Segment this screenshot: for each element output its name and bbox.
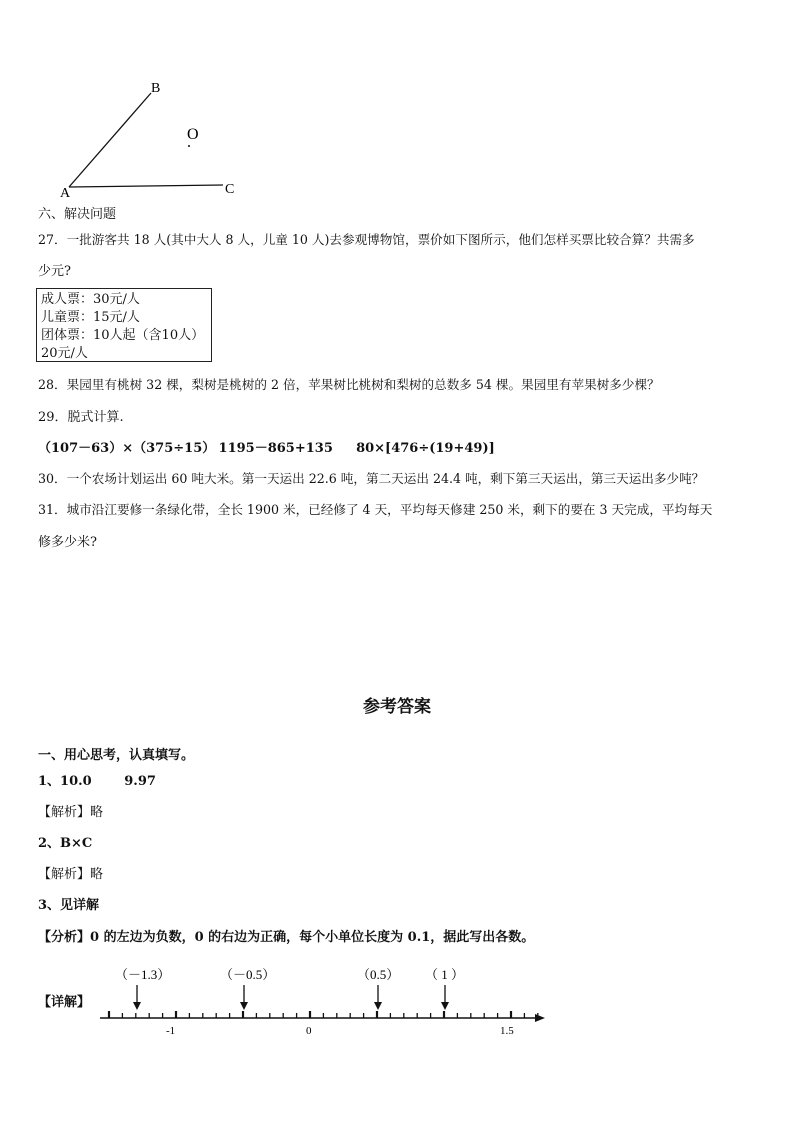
answers-section1: 一、用心思考，认真填写。 [38,748,195,763]
answer3-analysis: 【分析】0 的左边为负数，0 的右边为正确，每个小单位长度为 0.1，据此写出各数。 [38,930,535,945]
number-line [95,960,550,1040]
answer2-note: 【解析】略 [38,867,104,882]
arrow-neg-0-5 [240,985,248,1010]
label-a: A [60,186,71,201]
angle-figure [55,75,255,205]
ray-ac [69,185,223,187]
arrow-neg-1-3 [133,985,141,1010]
number-line-ticks [109,1011,538,1018]
arrow-1 [441,985,449,1010]
label-neg-1-3: （－1.3） [115,967,171,982]
q29-expr1: （107－63）×（375÷15） [38,441,216,456]
q31-line1: 31．城市沿江要修一条绿化带，全长 1900 米，已经修了 4 天，平均每天修建 250 米，剩下的要在 3 天完成，平均每天 [38,502,713,517]
price-adult: 成人票：30元/人 [41,292,140,307]
answer1-val2: 9.97 [124,774,156,789]
tick-label-0: 0 [306,1025,312,1037]
answers-title: 参考答案 [363,697,431,717]
answer3-detail: 【详解】 [38,995,91,1010]
answer1 [38,770,156,789]
tick-label-1-5: 1.5 [500,1025,514,1037]
q29-expr3: 80×[476÷(19+49)] [356,441,495,456]
price-child: 儿童票：15元/人 [41,310,140,325]
point-o [188,145,190,147]
tick-label-neg-1: -1 [166,1025,176,1037]
answer1-note: 【解析】略 [38,805,104,820]
label-0-5: （0.5） [357,967,400,982]
q30: 30．一个农场计划运出 60 吨大米。第一天运出 22.6 吨，第二天运出 24.4 吨，剩下第三天运出，第三天运出多少吨？ [38,471,705,486]
number-line-arrowhead [535,1014,545,1022]
q29-expressions [38,437,495,456]
price-group-amount: 20元/人 [41,346,88,361]
q29-expr2: 1195－865+135 [218,441,333,456]
q27-line2: 少元? [38,264,71,279]
answer3: 3、见详解 [38,898,100,913]
section6-heading: 六、解决问题 [38,207,117,222]
label-neg-0-5: （－0.5） [220,967,276,982]
price-group: 团体票：10人起（含10人） [41,328,205,343]
answer2: 2、B×C [38,836,93,851]
label-b: B [151,81,161,96]
label-o: O [187,126,199,143]
q28: 28．果园里有桃树 32 棵，梨树是桃树的 2 倍，苹果树比桃树和梨树的总数多 54 棵。果园里有苹果树多少棵？ [38,377,660,392]
label-c: C [225,182,235,197]
arrow-0-5 [374,985,382,1010]
q27-line1: 27．一批游客共 18 人(其中大人 8 人，儿童 10 人)去参观博物馆，票价如下图所示，他们怎样买票比较合算？共需多 [38,232,695,247]
answer1-num: 1、10.0 [38,774,92,789]
ray-ab [69,93,151,187]
ticket-price-box [36,288,212,362]
label-1: （ 1 ） [425,967,465,982]
q29-heading: 29．脱式计算. [38,410,124,425]
q31-line2: 修多少米? [38,535,97,550]
